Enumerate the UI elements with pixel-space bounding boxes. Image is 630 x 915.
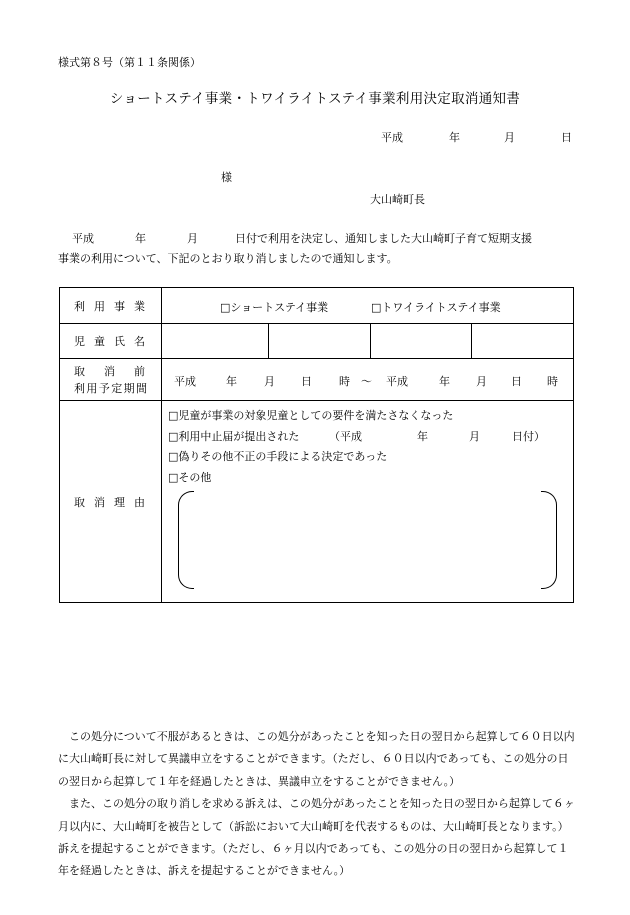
period-label-line1: 取消前	[74, 365, 147, 378]
period-fields[interactable]	[162, 359, 574, 401]
from-day: 日	[301, 375, 312, 388]
service-options	[162, 288, 574, 324]
from-month: 月	[264, 375, 275, 388]
intro-paragraph	[58, 229, 576, 269]
child-name-label: 児童氏名	[60, 324, 162, 359]
from-hour: 時	[339, 375, 350, 388]
sender-name: 大山崎町長	[370, 193, 425, 206]
details-table	[59, 287, 574, 603]
intro-month: 月	[187, 232, 198, 245]
intro-year: 年	[135, 232, 146, 245]
reason-label: 取消理由	[60, 401, 162, 603]
to-day: 日	[511, 375, 522, 388]
service-label: 利用事業	[60, 288, 162, 324]
notice-line-4: また、この処分の取り消しを求める訴えは、この処分があったことを知った日の翌日から起算して６ヶ	[69, 797, 575, 811]
other-reason-bracket-left	[178, 491, 194, 589]
from-year: 年	[226, 375, 237, 388]
issue-date-era: 平成	[381, 131, 403, 144]
reason-fraud[interactable]: □偽りその他不正の手段による決定であった	[168, 450, 388, 463]
option-twilight-stay[interactable]: □トワイライトステイ事業	[371, 301, 501, 314]
issue-date-month: 月	[504, 131, 515, 144]
notice-line-1: この処分について不服があるときは、この処分があったことを知った日の翌日から起算して６０日以内	[69, 730, 575, 743]
notice-line-6: 訴えを提起することができます。（ただし、６ヶ月以内であっても、この処分の日の翌日から起算して１	[58, 842, 569, 856]
reason-options	[162, 401, 574, 603]
appeal-notice	[58, 726, 578, 883]
child-name-field-4[interactable]	[472, 324, 574, 359]
notice-line-5: 月以内に、大山崎町を被告として（訴訟において大山崎町を代表するものは、大山崎町長となります。）	[58, 819, 569, 833]
to-hour: 時	[547, 375, 558, 388]
addressee-suffix: 様	[221, 171, 232, 184]
period-separator: ～	[361, 375, 372, 388]
period-label	[60, 359, 162, 401]
other-reason-bracket-right	[541, 491, 557, 589]
issue-date-day: 日	[561, 131, 572, 144]
reason-other[interactable]: □その他	[168, 471, 212, 484]
intro-line2: 事業の利用について、下記のとおり取り消しましたので通知します。	[58, 252, 398, 265]
to-year: 年	[439, 375, 450, 388]
issue-date-year: 年	[449, 131, 460, 144]
notice-line-3: の翌日から起算して１年を経過したときは、異議申立をすることができません。）	[58, 774, 461, 788]
to-month: 月	[476, 375, 487, 388]
child-name-field-3[interactable]	[371, 324, 472, 359]
to-era: 平成	[386, 375, 408, 388]
reason-withdrawal[interactable]: □利用中止届が提出された	[168, 430, 300, 443]
child-name-row	[60, 324, 574, 359]
child-name-field-2[interactable]	[269, 324, 371, 359]
withdrawal-date-open: （平成	[329, 430, 362, 443]
period-row	[60, 359, 574, 401]
child-name-field-1[interactable]	[162, 324, 269, 359]
document-title: ショートステイ事業・トワイライトステイ事業利用決定取消通知書	[109, 91, 521, 107]
service-row	[60, 288, 574, 324]
notice-line-7: 年を経過したときは、訴えを提起することができません。）	[58, 864, 351, 878]
withdrawal-date-month: 月	[469, 430, 480, 443]
from-era: 平成	[174, 375, 196, 388]
intro-line1-rest: 日付で利用を決定し、通知しました大山崎町子育て短期支援	[235, 232, 532, 245]
withdrawal-date-day: 日付）	[512, 430, 545, 443]
reason-ineligible[interactable]: □児童が事業の対象児童としての要件を満たさなくなった	[168, 409, 454, 422]
reason-row	[60, 401, 574, 603]
notice-line-2: に大山崎町長に対して異議申立をすることができます。（ただし、６０日以内であっても、この処分の日	[58, 752, 569, 766]
form-number: 様式第８号（第１１条関係）	[58, 56, 201, 69]
withdrawal-date-year: 年	[417, 430, 428, 443]
intro-era: 平成	[72, 232, 94, 245]
option-short-stay[interactable]: □ショートステイ事業	[220, 301, 329, 314]
period-label-line2: 利用予定期間	[74, 382, 147, 395]
